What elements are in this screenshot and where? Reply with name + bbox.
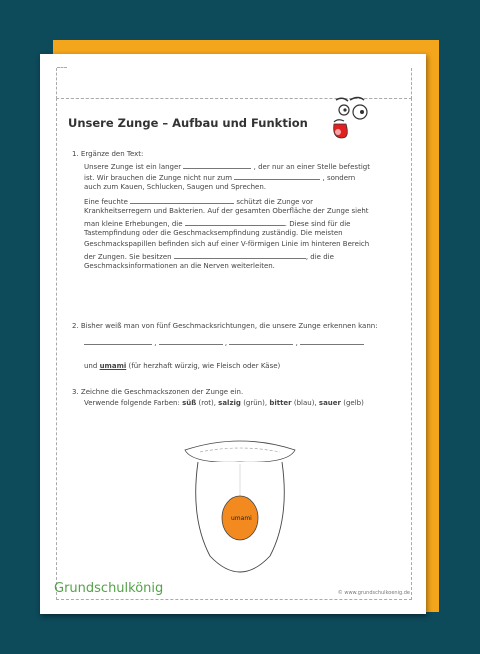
blank-8[interactable]: [229, 337, 293, 345]
blank-5[interactable]: [174, 251, 306, 259]
task2-heading: 2. Bisher weiß man von fünf Geschmacksrichtungen, die unsere Zunge erkennen kann:: [72, 322, 378, 330]
task1-line: man kleine Erhebungen, die . Diese sind für die: [84, 220, 351, 228]
task1-line: Krankheitserregern und Bakterien. Auf der gesamten Oberfläche der Zunge sieht: [84, 207, 369, 215]
tongue-face-icon: [328, 94, 384, 142]
blank-6[interactable]: [84, 337, 152, 345]
task1-line: Geschmacksinformationen an die Nerven weiterleiten.: [84, 262, 275, 270]
task1-line: Tastempfindung oder die Geschmacksempfindung zuständig. Die meisten: [84, 229, 343, 237]
task1-line: ist. Wir brauchen die Zunge nicht nur zum , sondern: [84, 174, 356, 182]
task1-line: der Zungen. Sie besitzen , die die: [84, 253, 334, 261]
task3-colors: Verwende folgende Farben: süß (rot), salzig (grün), bitter (blau), sauer (gelb): [84, 399, 364, 407]
task2-blanks: , , ,: [84, 337, 364, 348]
blank-3[interactable]: [130, 196, 234, 204]
task3-heading: 3. Zeichne die Geschmackszonen der Zunge ein.: [72, 388, 244, 396]
task2-umami-line: und umami (für herzhaft würzig, wie Fleisch oder Käse): [84, 362, 281, 370]
task1-heading: 1. Ergänze den Text:: [72, 150, 144, 158]
task1-line: Geschmackspapillen befinden sich auf einer V-förmigen Linie im hinteren Bereich: [84, 240, 370, 248]
blank-4[interactable]: [185, 218, 285, 226]
logo-text: Grundschulkönig: [54, 581, 164, 596]
task1-line: Eine feuchte schützt die Zunge vor: [84, 198, 313, 206]
tongue-drawing: [180, 438, 300, 578]
task1-line: auch zum Kauen, Schlucken, Saugen und Sprechen.: [84, 183, 267, 191]
blank-1[interactable]: [183, 161, 251, 169]
blank-7[interactable]: [159, 337, 223, 345]
worksheet-title: Unsere Zunge – Aufbau und Funktion: [68, 116, 308, 130]
worksheet: [40, 54, 426, 614]
blank-2[interactable]: [234, 172, 320, 180]
copyright: © www.grundschulkoenig.de: [337, 590, 410, 596]
blank-9[interactable]: [300, 337, 364, 345]
umami-zone-label: umami: [231, 515, 252, 522]
task1-line: Unsere Zunge ist ein langer , der nur an einer Stelle befestigt: [84, 163, 370, 171]
